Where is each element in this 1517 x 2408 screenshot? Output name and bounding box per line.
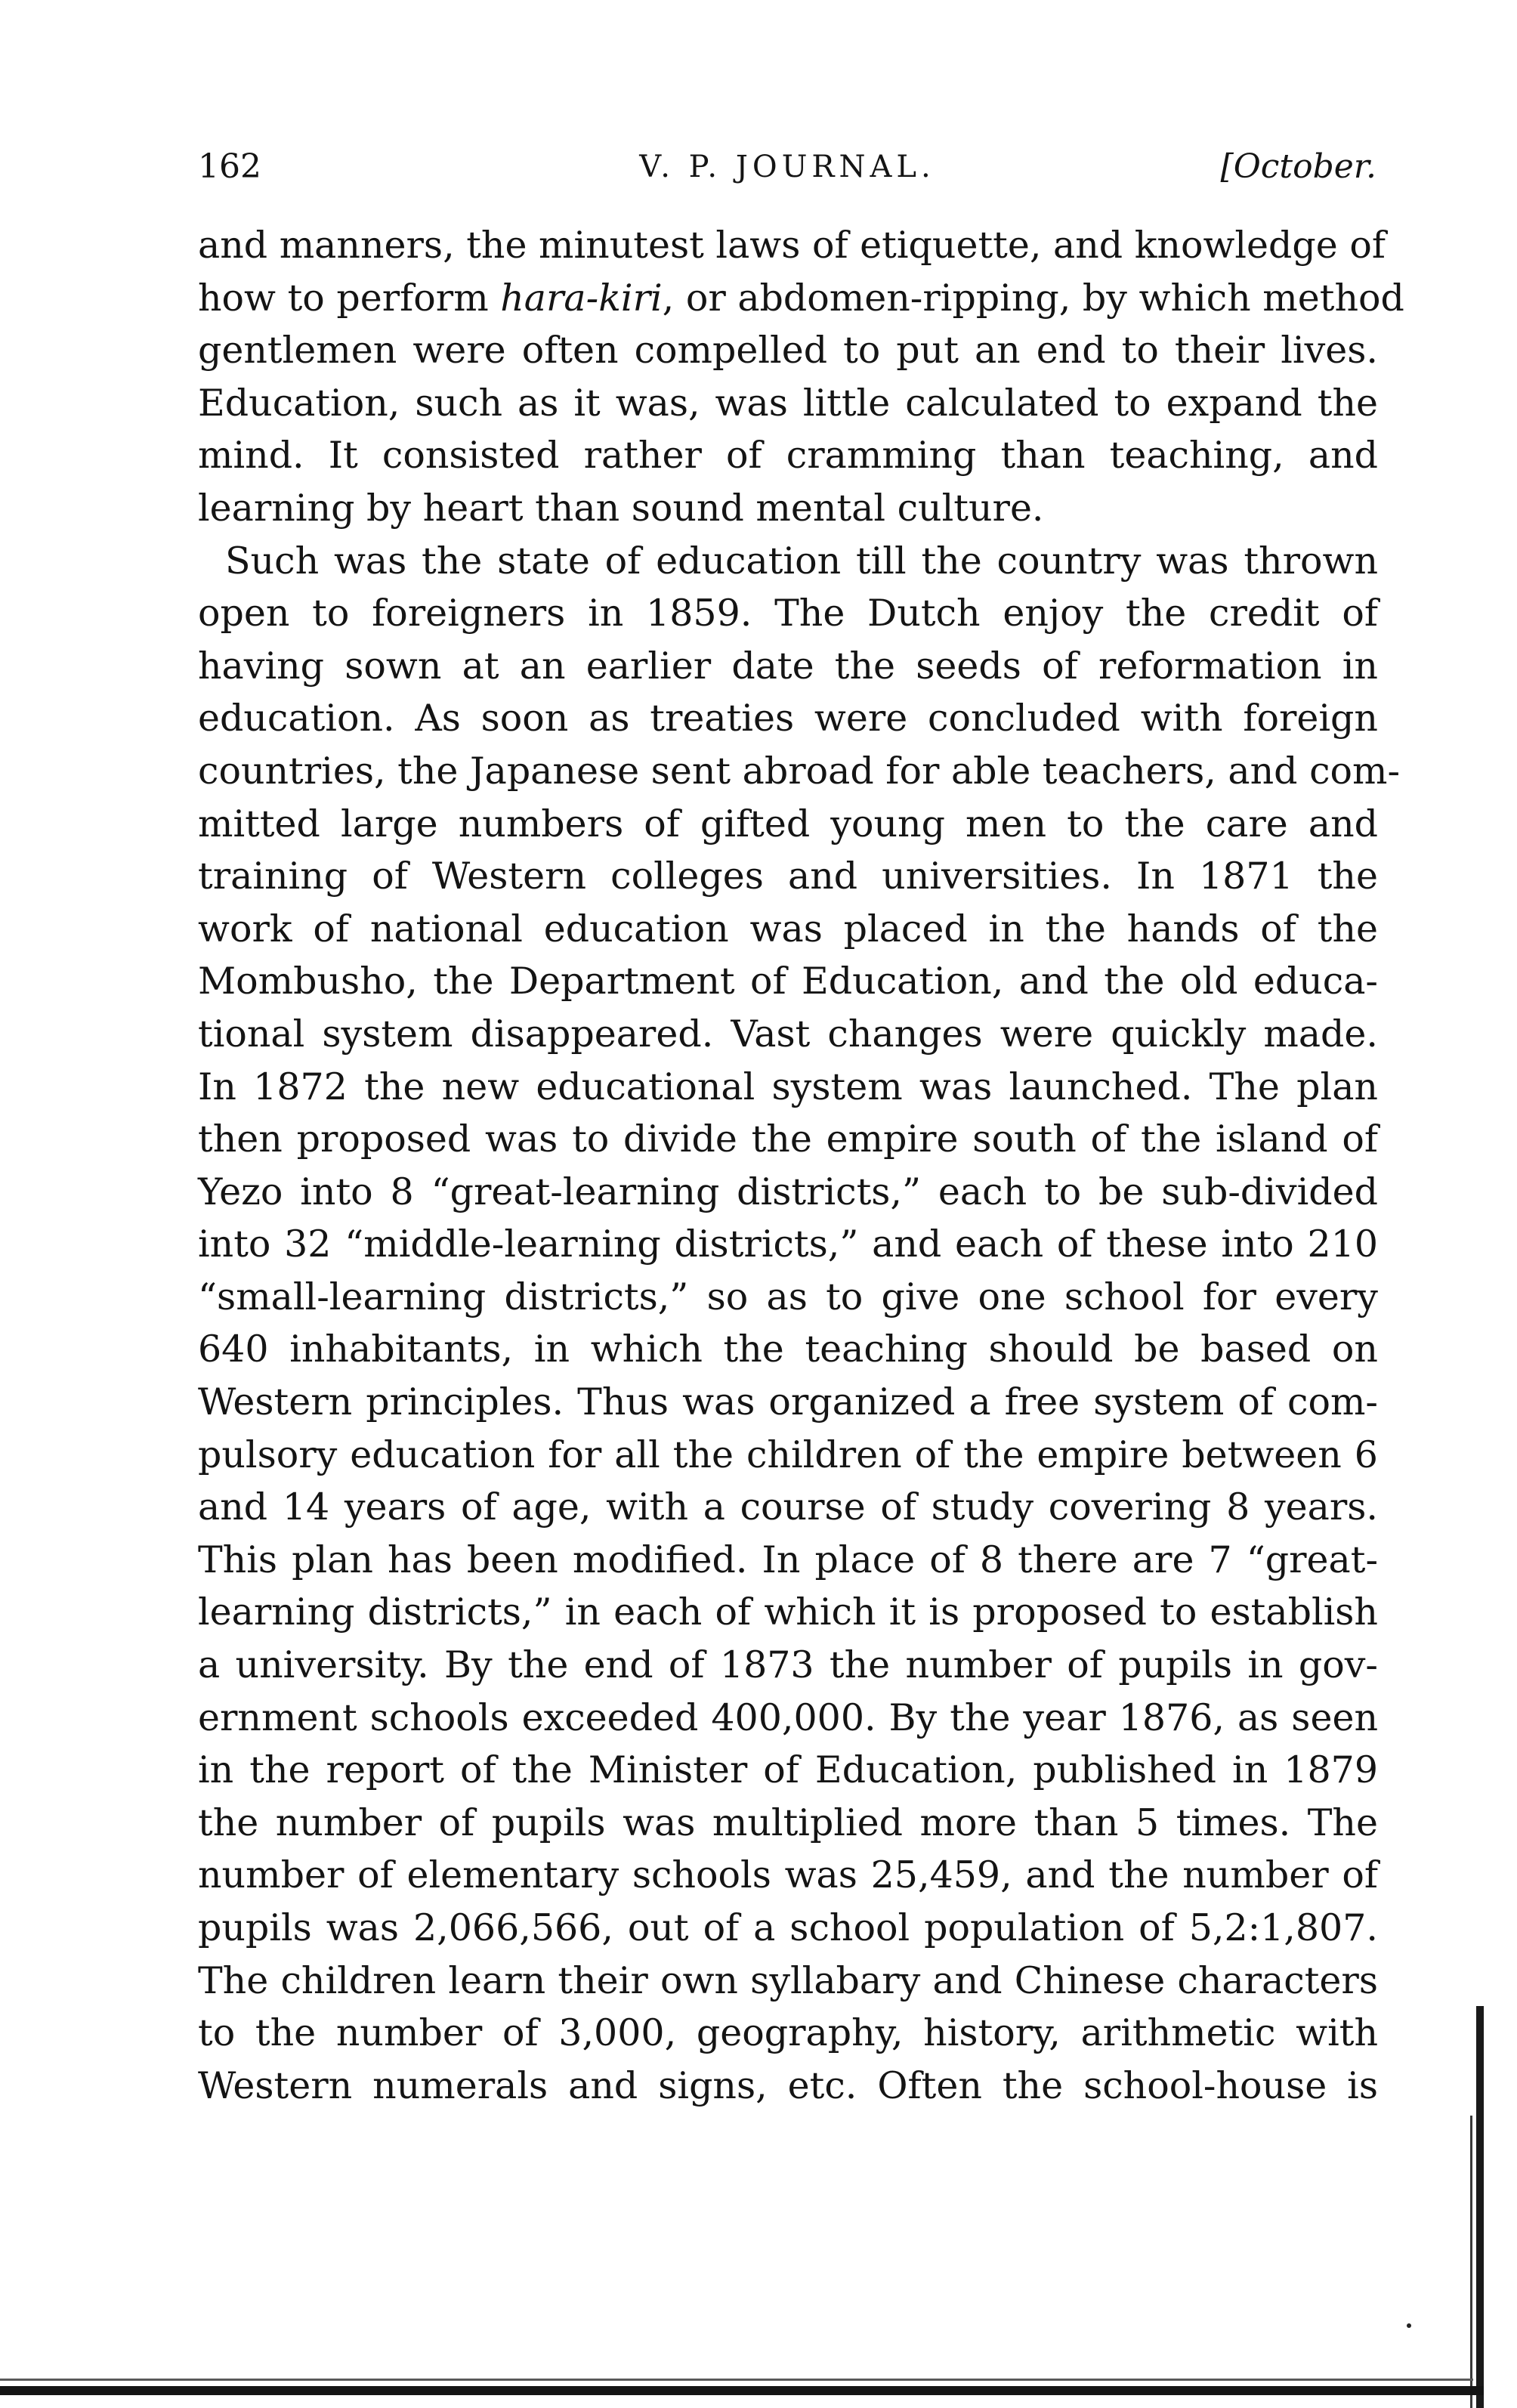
text-line: training of Western colleges and universities. In 1871 the — [198, 855, 1378, 898]
text-line: Mombusho, the Department of Education, and the old educa- — [198, 960, 1378, 1003]
page-header — [198, 141, 1376, 193]
text-line: into 32 “middle-learning districts,” and each of these into 210 — [198, 1223, 1378, 1266]
page-edge-line-bottom — [0, 2379, 1473, 2381]
text-fragment: how to perform — [198, 276, 501, 320]
text-line — [198, 272, 1404, 325]
body-text — [198, 219, 1404, 2112]
text-line: “small-learning districts,” so as to give one school for every — [198, 1275, 1378, 1318]
text-line: in the report of the Minister of Education, published in 1879 — [198, 1748, 1378, 1792]
text-line: education. As soon as treaties were concluded with foreign — [198, 697, 1378, 740]
text-line: pulsory education for all the children of the empire between 6 — [198, 1433, 1378, 1476]
text-fragment: , or abdomen-ripping, by which method — [662, 276, 1404, 320]
text-line: ernment schools exceeded 400,000. By the year 1876, as seen — [198, 1695, 1378, 1739]
text-line: having sown at an earlier date the seeds of reformation in — [198, 644, 1378, 688]
text-line: open to foreigners in 1859. The Dutch enjoy the credit of — [198, 592, 1378, 635]
text-line: mitted large numbers of gifted young men to the care and — [198, 802, 1378, 845]
running-title: V. P. JOURNAL. — [639, 150, 935, 184]
text-line: This plan has been modified. In place of 8 there are 7 “great- — [198, 1538, 1378, 1581]
text-line: Western principles. Thus was organized a free system of com- — [198, 1380, 1378, 1424]
text-line: gentlemen were often compelled to put an end to their lives. — [198, 329, 1378, 372]
italic-term: hara-kiri — [500, 276, 663, 320]
text-line: In 1872 the new educational system was launched. The plan — [198, 1065, 1378, 1108]
text-line: to the number of 3,000, geography, history, arithmetic with — [198, 2011, 1378, 2055]
text-line: number of elementary schools was 25,459, and the number of — [198, 1853, 1378, 1897]
text-line: countries, the Japanese sent abroad for able teachers, and com- — [198, 749, 1401, 793]
text-line: learning districts,” in each of which it is proposed to establish — [198, 1590, 1378, 1634]
text-line: Education, such as it was, was little calculated to expand the — [198, 381, 1378, 425]
text-line: Western numerals and signs, etc. Often the school-house is — [198, 2063, 1378, 2107]
page-edge-shadow-right — [1476, 2006, 1484, 2408]
text-line: pupils was 2,066,566, out of a school population of 5,2:1,807. — [198, 1906, 1378, 1949]
text-line: Such was the state of education till the country was thrown — [225, 539, 1378, 583]
text-line: learning by heart than sound mental culture. — [198, 486, 1044, 530]
running-month-text: [October. — [1220, 147, 1376, 186]
text-line: the number of pupils was multiplied more than 5 times. The — [198, 1801, 1378, 1844]
page-edge-shadow-bottom — [0, 2386, 1484, 2395]
text-line: a university. By the end of 1873 the number of pupils in gov- — [198, 1643, 1378, 1687]
text-line: tional system disappeared. Vast changes were quickly made. — [198, 1012, 1378, 1056]
text-line: then proposed was to divide the empire south of the island of — [198, 1117, 1378, 1161]
text-line: The children learn their own syllabary and Chinese characters — [198, 1958, 1378, 2002]
running-month — [1221, 141, 1376, 193]
text-line: Yezo into 8 “great-learning districts,” each to be sub-divided — [198, 1170, 1378, 1213]
page-number: 162 — [198, 147, 261, 186]
page-edge-line-right — [1470, 2116, 1472, 2408]
text-line: mind. It consisted rather of cramming than teaching, and — [198, 434, 1378, 478]
text-line: work of national education was placed in the hands of the — [198, 907, 1378, 951]
text-line: 640 inhabitants, in which the teaching should be based on — [198, 1328, 1378, 1371]
text-line: and 14 years of age, with a course of study covering 8 years. — [198, 1485, 1378, 1529]
text-line: and manners, the minutest laws of etiquette, and knowledge of — [198, 224, 1386, 267]
scan-speck — [1407, 2323, 1411, 2328]
